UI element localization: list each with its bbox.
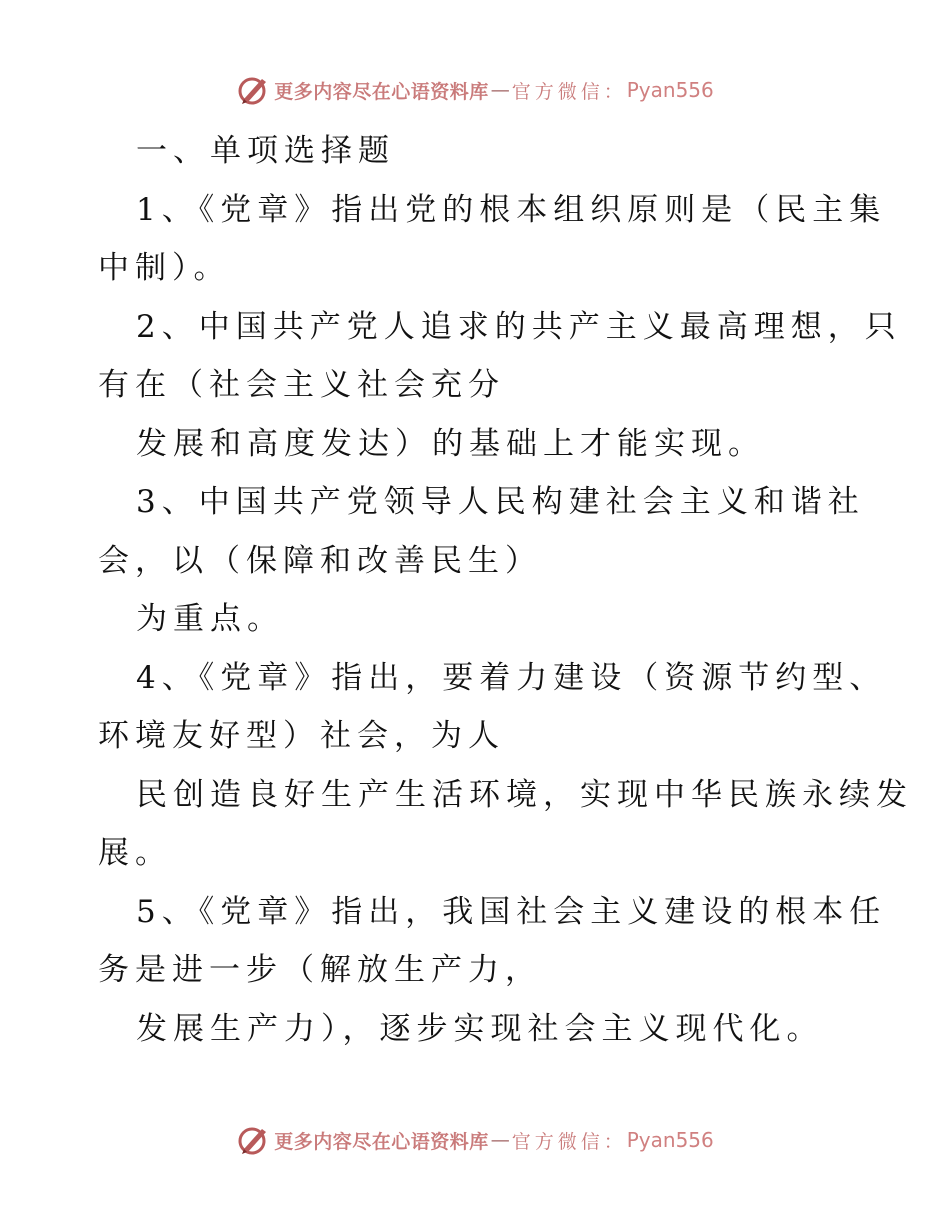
footer-watermark [0, 1120, 950, 1160]
section-title: 一、单项选择题 [136, 133, 395, 169]
text-line: 中制）。 [98, 250, 231, 286]
document-body [98, 122, 913, 1058]
text-line: 发展生产力），逐步实现社会主义现代化。 [136, 1010, 824, 1047]
text-line: 为重点。 [136, 601, 284, 637]
watermark-wechat-label: 官方微信： [511, 1130, 627, 1153]
text-line: 1、《党章》指出党的根本组织原则是（民主集 [136, 191, 887, 228]
text-line: 会，以（保障和改善民生） [98, 542, 542, 579]
watermark-separator: — [490, 79, 510, 101]
text-line: 务是进一步（解放生产力， [98, 952, 542, 988]
watermark-wechat-label: 官方微信： [511, 80, 627, 103]
watermark-wechat-id: Pyan556 [626, 1128, 714, 1152]
watermark-site-text: 更多内容尽在心语资料库 [274, 1130, 489, 1153]
text-line: 2、中国共产党人追求的共产主义最高理想，只 [136, 308, 902, 345]
text-line: 4、《党章》指出，要着力建设（资源节约型、 [136, 659, 887, 696]
text-line: 发展和高度发达）的基础上才能实现。 [136, 425, 765, 462]
watermark-wechat-id: Pyan556 [626, 78, 714, 102]
watermark-separator: — [490, 1129, 510, 1151]
text-line: 民创造良好生产生活环境，实现中华民族永续发 [136, 776, 913, 813]
pen-logo-icon [236, 73, 270, 107]
header-watermark [0, 70, 950, 110]
pen-logo-icon [236, 1123, 270, 1157]
watermark-site-text: 更多内容尽在心语资料库 [274, 80, 489, 103]
text-line: 有在（社会主义社会充分 [98, 367, 505, 403]
text-line: 展。 [98, 835, 172, 871]
text-line: 3、中国共产党领导人民构建社会主义和谐社 [136, 484, 865, 520]
text-line: 5、《党章》指出，我国社会主义建设的根本任 [136, 893, 887, 930]
text-line: 环境友好型）社会，为人 [98, 718, 505, 754]
